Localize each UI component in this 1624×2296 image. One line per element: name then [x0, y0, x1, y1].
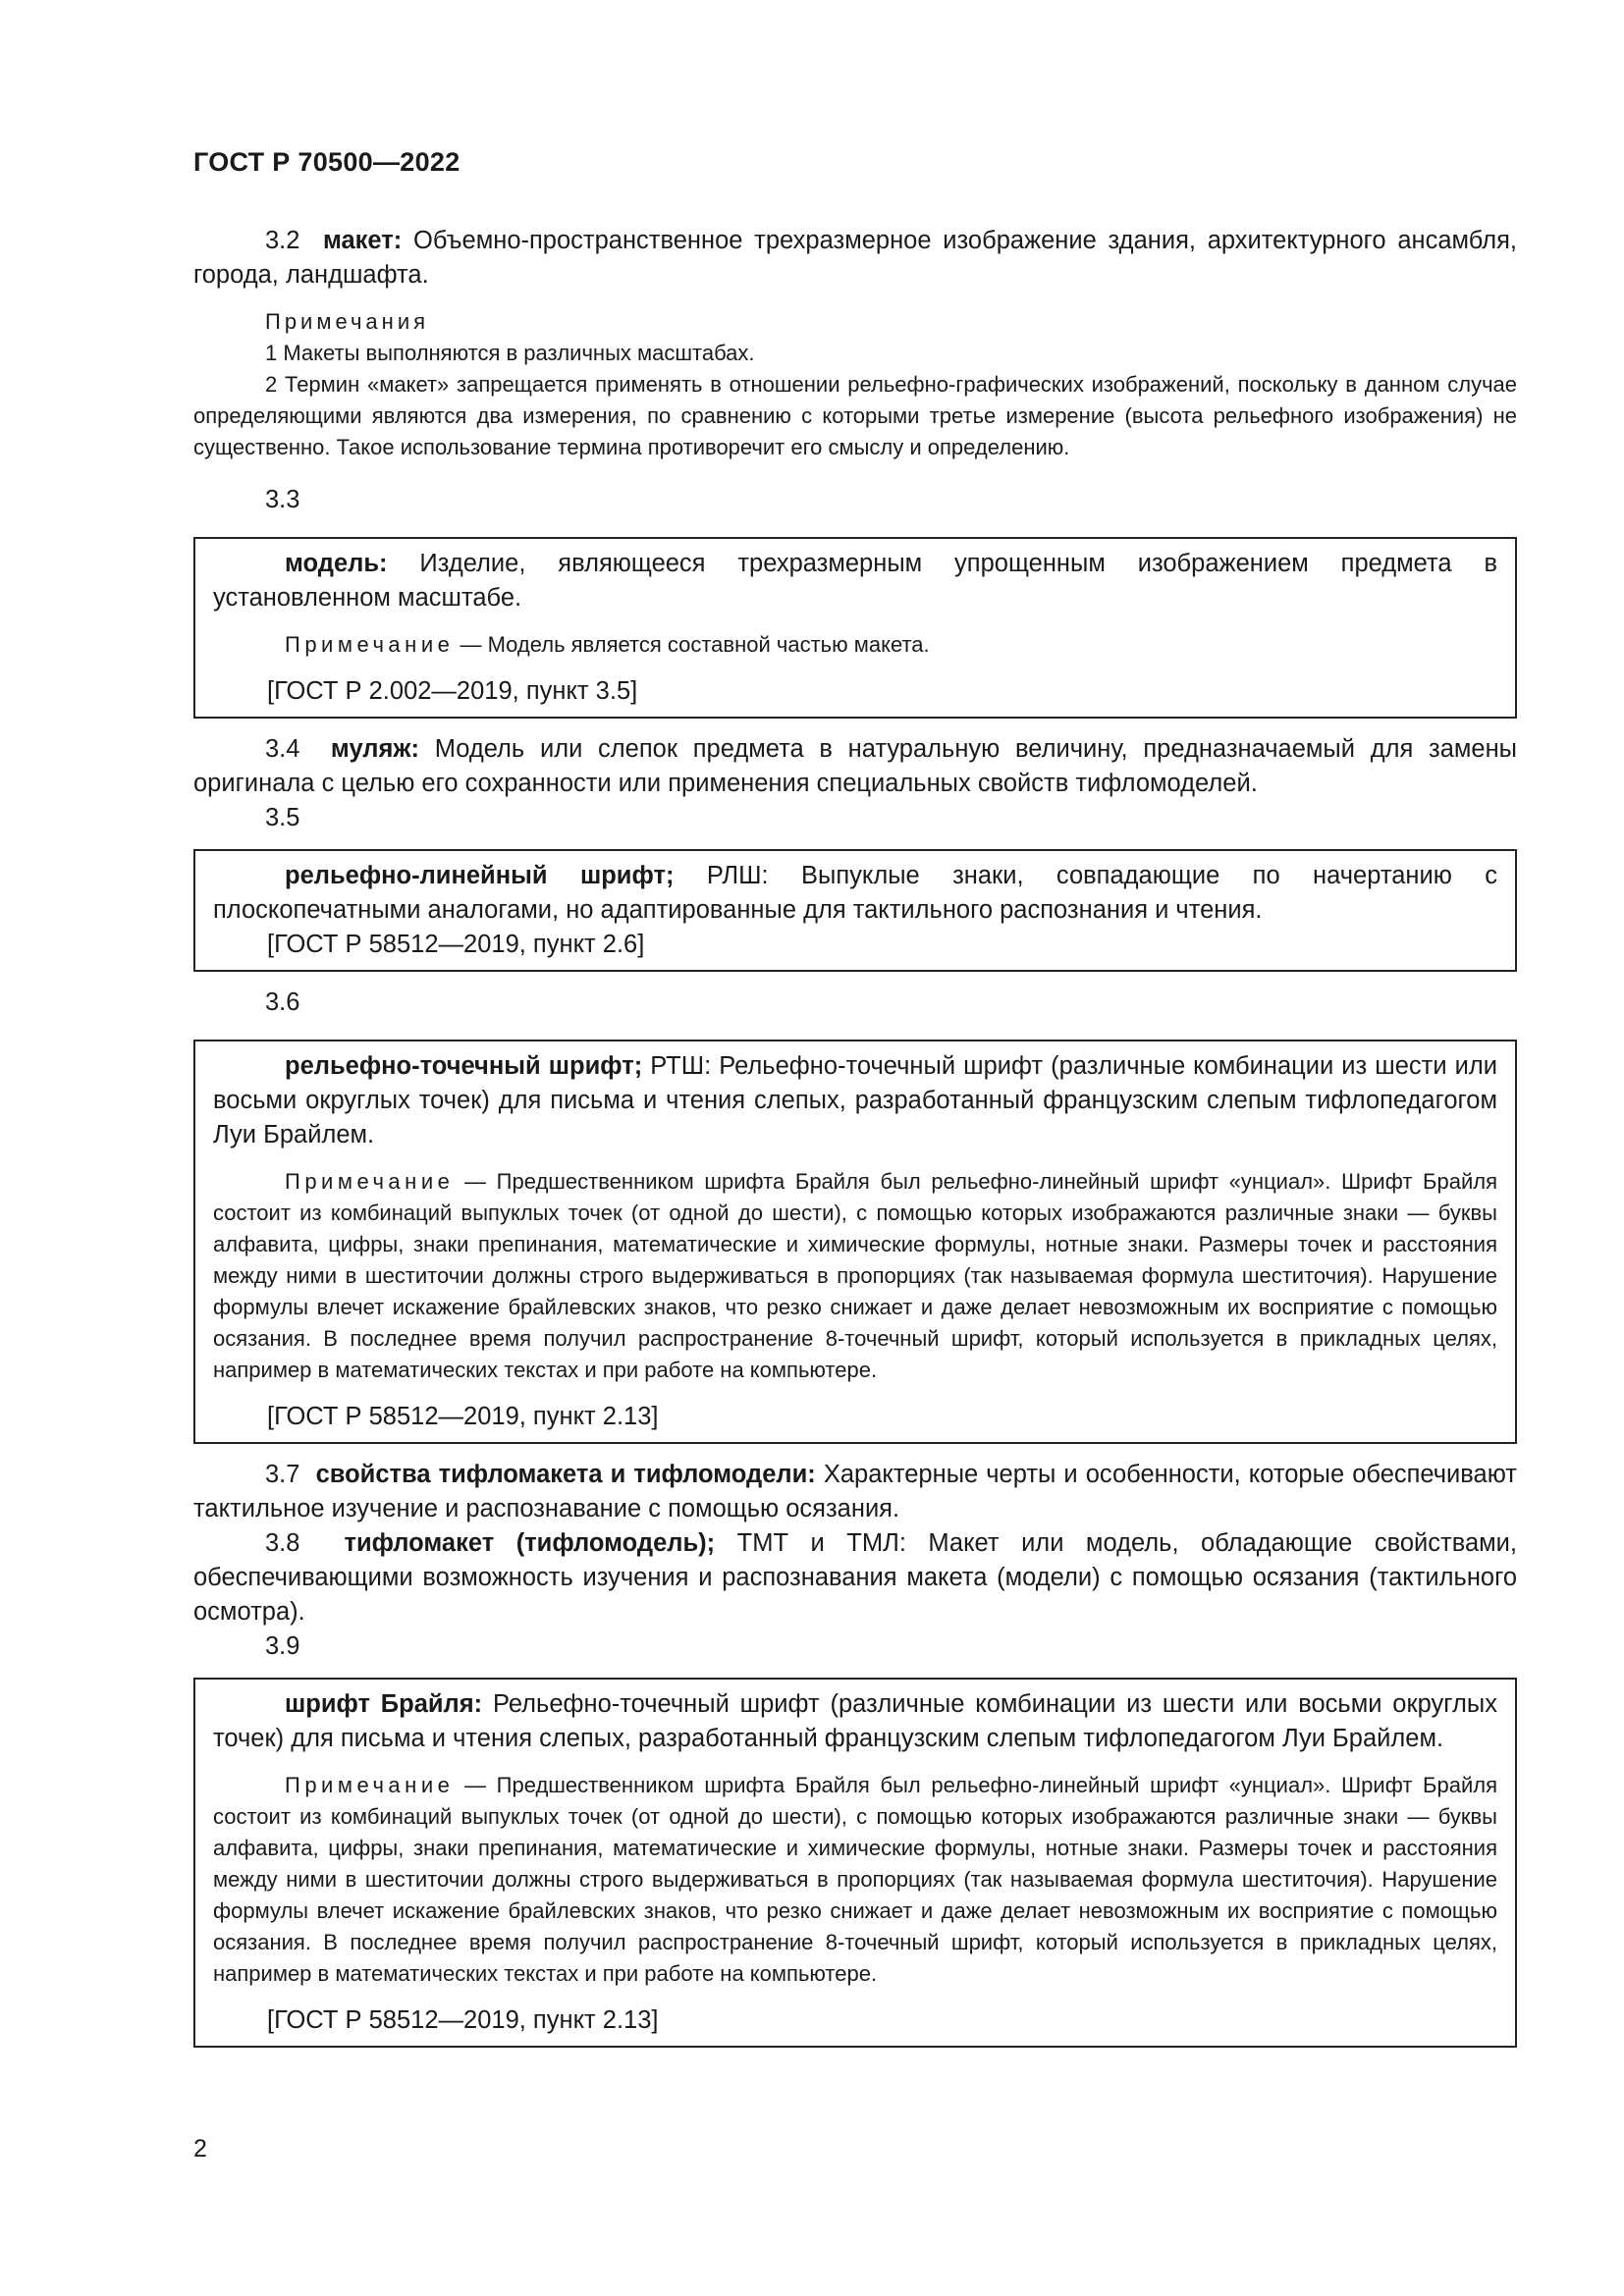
- term: рельефно-точечный шрифт;: [285, 1052, 643, 1080]
- definition-3-2: [193, 224, 1517, 293]
- note-label: Примечание: [285, 632, 455, 657]
- source-3-9: [ГОСТ Р 58512—2019, пункт 2.13]: [267, 2006, 659, 2034]
- definition-text: Изделие, являющееся трехразмерным упрощенным изображением предмета в установленном масштабе.: [213, 550, 1497, 612]
- definition-3-4: [193, 732, 1517, 801]
- note-label: Примечание: [285, 1773, 455, 1797]
- notes-3-2: [193, 306, 1517, 463]
- term: рельефно-линейный шрифт;: [285, 862, 675, 889]
- definition-text: ТМТ и ТМЛ: Макет или модель, обладающие свойствами, обеспечивающими возможность изучения и распознавания макета (модели) с помощью осязания (тактильного осмотра).: [193, 1529, 1517, 1626]
- source-3-5: [ГОСТ Р 58512—2019, пункт 2.6]: [267, 931, 645, 958]
- source-3-6: [ГОСТ Р 58512—2019, пункт 2.13]: [267, 1403, 659, 1430]
- document-content: [193, 224, 1517, 2048]
- clause-number-3-3: 3.3: [265, 486, 300, 513]
- note-label: Примечание: [285, 1169, 455, 1194]
- clause-number: 3.4: [265, 735, 300, 763]
- note-3-3: [195, 629, 1497, 661]
- note-2: 2 Термин «макет» запрещается применять в отношении рельефно-графических изображений, поскольку в данном случае определяющими являются два измерения, по сравнению с которыми третье измерение (высота рельефного изображения) не существенно. Такое использование термина противоречит его смыслу и определению.: [193, 372, 1517, 459]
- term: макет:: [322, 227, 403, 254]
- term: тифломакет (тифломодель);: [344, 1529, 716, 1557]
- definition-3-3: [195, 547, 1497, 615]
- clause-number-3-9: 3.9: [265, 1632, 300, 1660]
- note-3-6: [195, 1166, 1497, 1386]
- definition-text: Характерные черты и особенности, которые обеспечивают тактильное изучение и распознавание с помощью осязания.: [193, 1461, 1517, 1522]
- term: модель:: [285, 550, 388, 577]
- definition-3-7: [193, 1458, 1517, 1526]
- boxed-definition-3-3: [193, 537, 1517, 719]
- notes-heading: Примечания: [265, 309, 430, 334]
- note-1: 1 Макеты выполняются в различных масштабах.: [265, 341, 755, 365]
- clause-number: 3.2: [265, 227, 300, 254]
- source-3-3: [ГОСТ Р 2.002—2019, пункт 3.5]: [267, 677, 638, 705]
- clause-number-3-6: 3.6: [265, 988, 300, 1016]
- clause-number: 3.7: [265, 1461, 300, 1488]
- term: муляж:: [330, 735, 419, 763]
- document-header: ГОСТ Р 70500—2022: [193, 147, 460, 177]
- note-3-9: [195, 1770, 1497, 1990]
- clause-number: 3.8: [265, 1529, 300, 1557]
- definition-text: РТШ: Рельефно-точечный шрифт (различные комбинации из шести или восьми округлых точек) для письма и чтения слепых, разработанный французским слепым тифлопедагогом Луи Брайлем.: [213, 1052, 1497, 1148]
- note-text: — Модель является составной частью макета.: [454, 632, 930, 657]
- definition-3-5: [195, 859, 1497, 928]
- boxed-definition-3-9: [193, 1678, 1517, 2048]
- term: свойства тифломакета и тифломодели:: [315, 1461, 816, 1488]
- definition-3-8: [193, 1526, 1517, 1629]
- page-number: 2: [193, 2135, 207, 2163]
- definition-3-6: [195, 1049, 1497, 1152]
- definition-3-9: [195, 1687, 1497, 1756]
- boxed-definition-3-5: [193, 849, 1517, 972]
- definition-text: Модель или слепок предмета в натуральную величину, предназначаемый для замены оригинала с целью его сохранности или применения специальных свойств тифломоделей.: [193, 735, 1517, 797]
- definition-text: Рельефно-точечный шрифт (различные комбинации из шести или восьми округлых точек) для письма и чтения слепых, разработанный французским слепым тифлопедагогом Луи Брайлем.: [213, 1690, 1497, 1752]
- boxed-definition-3-6: [193, 1040, 1517, 1444]
- definition-text: Объемно-пространственное трехразмерное изображение здания, архитектурного ансамбля, города, ландшафта.: [193, 227, 1518, 289]
- note-text: — Предшественником шрифта Брайля был рельефно-линейный шрифт «унциал». Шрифт Брайля состоит из комбинаций выпуклых точек (от одной до шести), с помощью которых изображаются различные знаки — буквы алфавита, цифры, знаки препинания, математические и химические формулы, нотные знаки. Размеры точек и расстояния между ними в шеститочии должны строго выдерживаться в пропорциях (так называемая формула шеститочия). Нарушение формулы влечет искажение брайлевских знаков, что резко снижает и даже делает невозможным их восприятие с помощью осязания. В последнее время получил распространение 8-точечный шрифт, который используется в прикладных целях, например в математических текстах и при работе на компьютере.: [213, 1169, 1497, 1382]
- definition-text: РЛШ: Выпуклые знаки, совпадающие по начертанию с плоскопечатными аналогами, но адаптированные для тактильного распознания и чтения.: [213, 862, 1497, 924]
- note-text: — Предшественником шрифта Брайля был рельефно-линейный шрифт «унциал». Шрифт Брайля состоит из комбинаций выпуклых точек (от одной до шести), с помощью которых изображаются различные знаки — буквы алфавита, цифры, знаки препинания, математические и химические формулы, нотные знаки. Размеры точек и расстояния между ними в шеститочии должны строго выдерживаться в пропорциях (так называемая формула шеститочия). Нарушение формулы влечет искажение брайлевских знаков, что резко снижает и даже делает невозможным их восприятие с помощью осязания. В последнее время получил распространение 8-точечный шрифт, который используется в прикладных целях, например в математических текстах и при работе на компьютере.: [213, 1773, 1497, 1986]
- clause-number-3-5: 3.5: [265, 804, 300, 831]
- term: шрифт Брайля:: [285, 1690, 483, 1718]
